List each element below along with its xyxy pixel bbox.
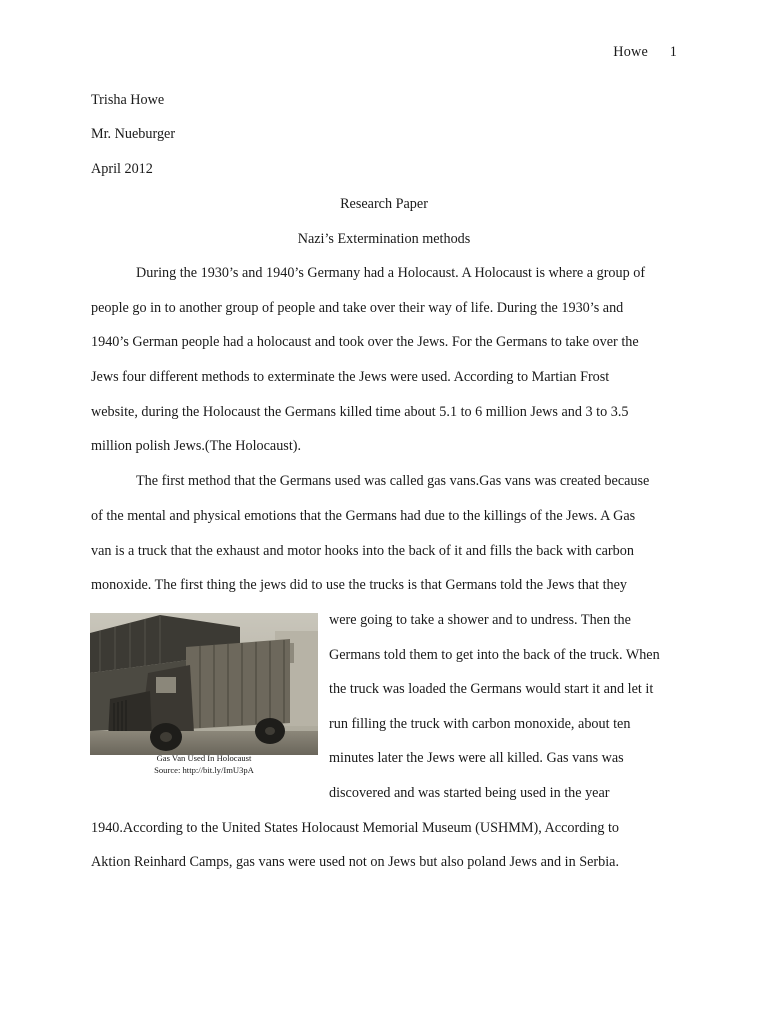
gas-van-photo <box>90 613 318 755</box>
paragraph-2-line: were going to take a shower and to undress. Then the <box>329 612 631 628</box>
teacher-name: Mr. Nueburger <box>91 126 176 142</box>
paragraph-1-line: people go in to another group of people and take over their way of life. During the 1930’s and <box>91 300 624 316</box>
paragraph-2-line: Germans told them to get into the back of the truck. When <box>329 647 660 663</box>
document-subtitle: Nazi’s Extermination methods <box>297 231 471 247</box>
paragraph-2-line: of the mental and physical emotions that the Germans had due to the killings of the Jews. A Gas <box>91 508 636 524</box>
gas-van-illustration <box>90 613 318 755</box>
paragraph-2-line: Aktion Reinhard Camps, gas vans were used not on Jews but also poland Jews and in Serbia. <box>91 854 620 870</box>
paragraph-1-line: 1940’s German people had a holocaust and took over the Jews. For the Germans to take over the <box>91 334 639 350</box>
figure-caption: Gas Van Used In Holocaust <box>156 753 252 763</box>
document-title: Research Paper <box>340 196 428 212</box>
paragraph-2-line: 1940.According to the United States Holocaust Memorial Museum (USHMM), According to <box>91 820 620 836</box>
paragraph-2-line: the truck was loaded the Germans would start it and let it <box>329 681 654 697</box>
paragraph-1-line: Jews four different methods to exterminate the Jews were used. According to Martian Frost <box>91 369 610 385</box>
paragraph-1-line: During the 1930’s and 1940’s Germany had a Holocaust. A Holocaust is where a group of <box>136 265 646 281</box>
paragraph-2-line: van is a truck that the exhaust and motor hooks into the back of it and fills the back with carbon <box>91 543 634 559</box>
figure-source: Source: http://bit.ly/ImU3pA <box>154 765 254 775</box>
running-header <box>613 44 677 61</box>
header-author: Howe <box>613 44 648 60</box>
paragraph-1-line: million polish Jews.(The Holocaust). <box>91 438 302 454</box>
author-name: Trisha Howe <box>91 92 165 108</box>
paragraph-2-line: discovered and was started being used in the year <box>329 785 610 801</box>
date: April 2012 <box>91 161 153 177</box>
paragraph-2-line: minutes later the Jews were all killed. Gas vans was <box>329 750 624 766</box>
paragraph-2-line: The first method that the Germans used was called gas vans.Gas vans was created because <box>136 473 650 489</box>
paragraph-2-line: monoxide. The first thing the jews did to use the trucks is that Germans told the Jews that they <box>91 577 628 593</box>
page-number: 1 <box>669 44 677 60</box>
paragraph-2-line: run filling the truck with carbon monoxide, about ten <box>329 716 631 732</box>
paragraph-1-line: website, during the Holocaust the Germans killed time about 5.1 to 6 million Jews and 3 to 3.5 <box>91 404 629 420</box>
